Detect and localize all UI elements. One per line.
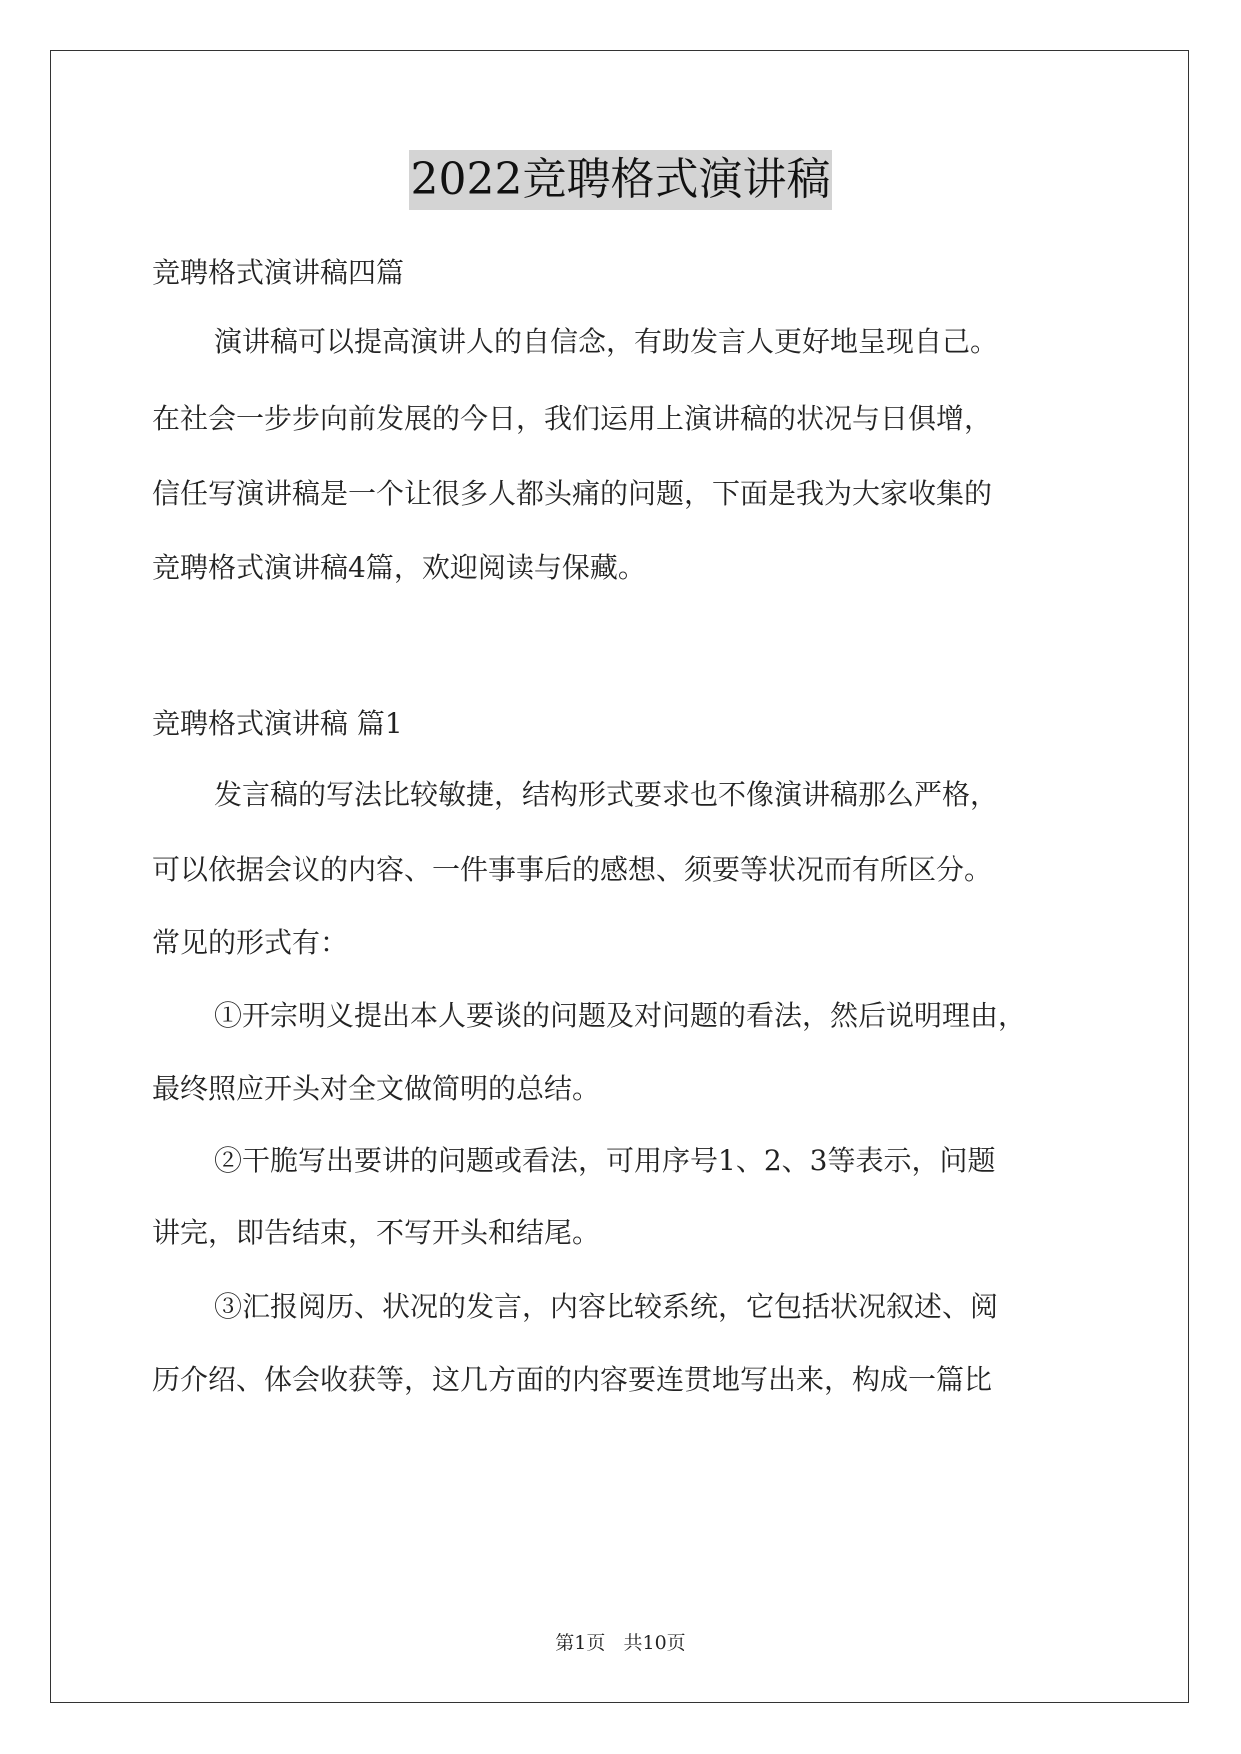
subtitle: 竞聘格式演讲稿四篇 [152,256,405,289]
section-line: ①开宗明义提出本人要谈的问题及对问题的看法，然后说明理由， [214,999,1027,1032]
section-line: 讲完，即告结束，不写开头和结尾。 [152,1216,601,1249]
section-heading: 竞聘格式演讲稿 篇1 [152,707,403,740]
intro-line: 信任写演讲稿是一个让很多人都头痛的问题，下面是我为大家收集的 [152,477,993,510]
title-container [0,150,1241,210]
section-line: 历介绍、体会收获等，这几方面的内容要连贯地写出来，构成一篇比 [152,1363,993,1396]
intro-line: 在社会一步步向前发展的今日，我们运用上演讲稿的状况与日俱增， [152,402,993,435]
document-title: 2022竞聘格式演讲稿 [409,150,833,210]
page-number: 第1页 共10页 [555,1632,686,1654]
section-line: 发言稿的写法比较敏捷，结构形式要求也不像演讲稿那么严格， [214,778,999,811]
section-line: ③汇报阅历、状况的发言，内容比较系统，它包括状况叙述、阅 [214,1290,999,1323]
section-line: 可以依据会议的内容、一件事事后的感想、须要等状况而有所区分。 [152,853,993,886]
intro-line: 竞聘格式演讲稿4篇，欢迎阅读与保藏。 [152,551,646,584]
section-line: 常见的形式有： [152,926,349,959]
intro-line: 演讲稿可以提高演讲人的自信念，有助发言人更好地呈现自己。 [214,325,999,358]
section-line: ②干脆写出要讲的问题或看法，可用序号1、2、3等表示，问题 [214,1144,996,1177]
section-line: 最终照应开头对全文做简明的总结。 [152,1072,601,1105]
